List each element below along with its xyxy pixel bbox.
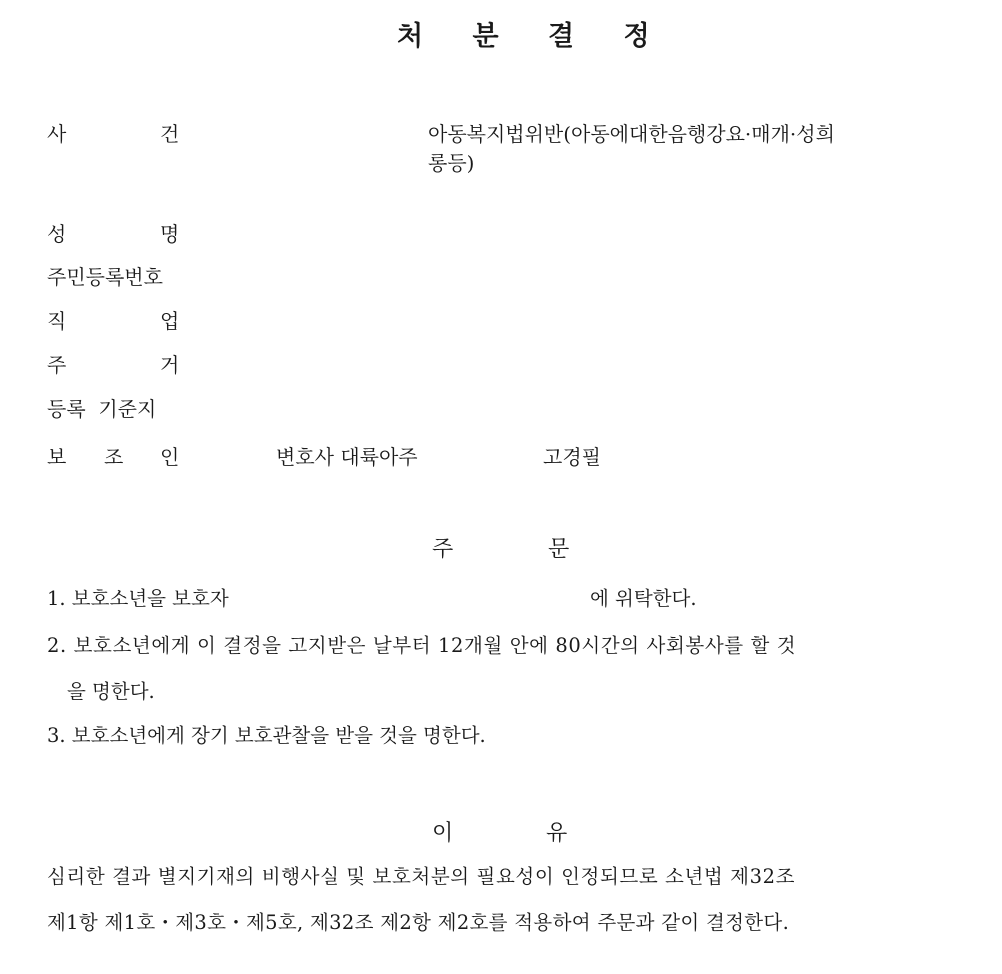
field-value-assistant-name: 고경필 xyxy=(543,445,601,469)
field-value-case-line2: 롱등) xyxy=(428,151,475,175)
order-item-2-line2: 을 명한다. xyxy=(67,680,155,703)
reason-text-line2: 제1항 제1호・제3호・제5호, 제32조 제2항 제2호를 적용하여 주문과 같이 결정한다. xyxy=(47,911,790,934)
order-item-1-tail: 에 위탁한다. xyxy=(590,587,697,610)
order-heading-left: 주 xyxy=(432,537,454,562)
field-label-occupation-left: 직 xyxy=(47,309,67,333)
field-label-registration-base: 등록 기준지 xyxy=(47,397,157,421)
field-label-case-right: 건 xyxy=(160,122,180,146)
field-label-residence-right: 거 xyxy=(160,353,180,377)
field-label-name-right: 명 xyxy=(160,222,180,246)
reason-heading-right: 유 xyxy=(546,821,568,846)
order-item-2-line1: 2. 보호소년에게 이 결정을 고지받은 날부터 12개월 안에 80시간의 사회봉사를 할 것 xyxy=(47,634,797,657)
reason-text-line1: 심리한 결과 별지기재의 비행사실 및 보호처분의 필요성이 인정되므로 소년법 제32조 xyxy=(47,865,796,888)
order-item-1: 1. 보호소년을 보호자 xyxy=(47,587,229,610)
order-item-3: 3. 보호소년에게 장기 보호관찰을 받을 것을 명한다. xyxy=(47,724,486,747)
field-label-name-left: 성 xyxy=(47,222,67,246)
field-value-assistant-firm: 변호사 대륙아주 xyxy=(276,445,418,469)
field-label-assistant-c: 인 xyxy=(160,445,180,469)
field-label-resident-number: 주민등록번호 xyxy=(47,265,163,289)
field-label-assistant-a: 보 xyxy=(47,445,67,469)
field-value-case-line1: 아동복지법위반(아동에대한음행강요·매개·성희 xyxy=(428,122,835,146)
document-title: 처 분 결 정 xyxy=(397,21,670,52)
field-label-occupation-right: 업 xyxy=(160,309,180,333)
field-label-residence-left: 주 xyxy=(47,353,67,377)
field-label-assistant-b: 조 xyxy=(104,445,124,469)
reason-heading-left: 이 xyxy=(432,821,454,846)
field-label-case-left: 사 xyxy=(47,122,67,146)
order-heading-right: 문 xyxy=(548,537,570,562)
